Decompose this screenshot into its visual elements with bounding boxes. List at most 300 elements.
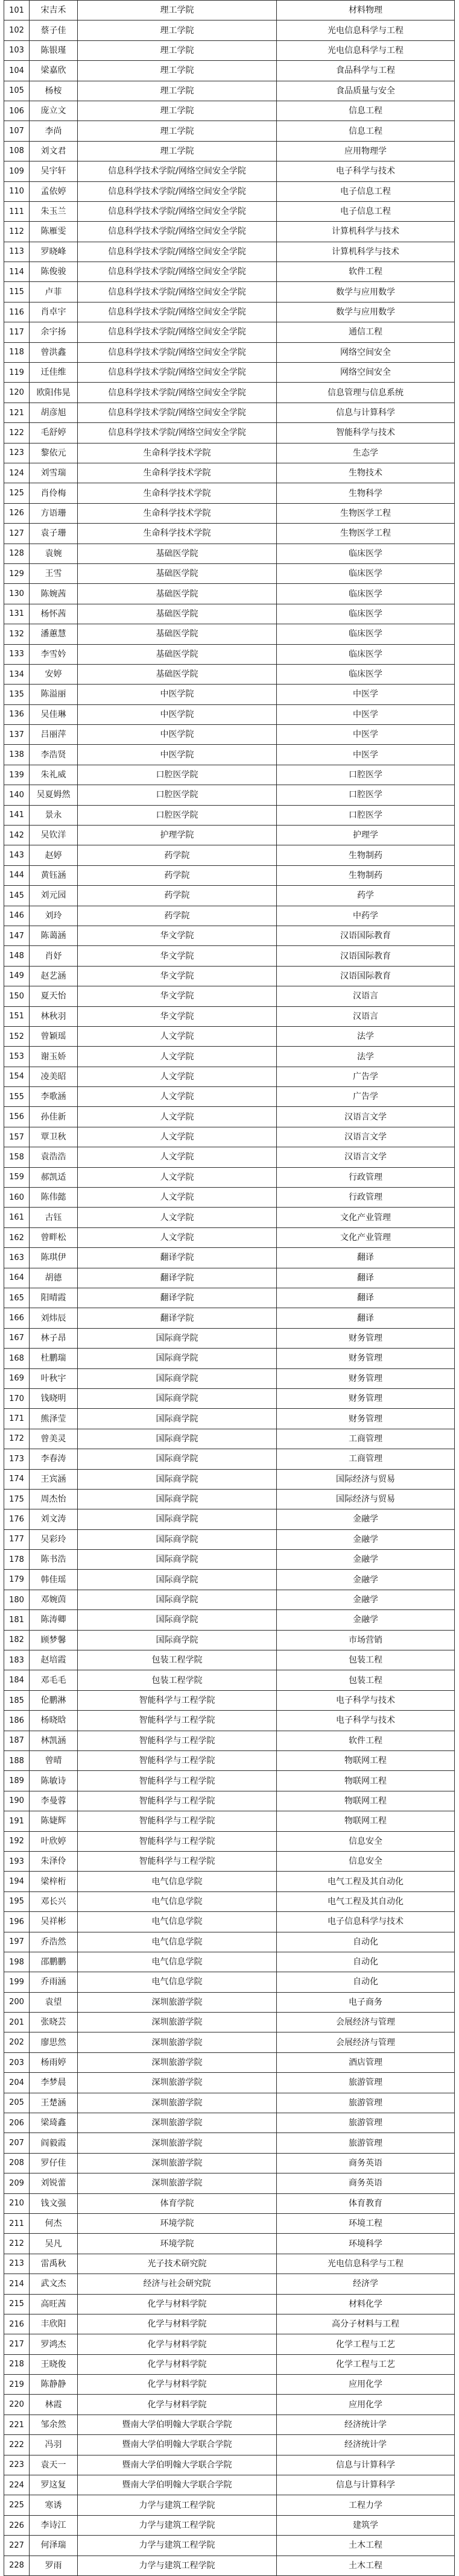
row-number: 163 xyxy=(4,1248,30,1268)
row-number: 104 xyxy=(4,61,30,81)
school-name: 人文学院 xyxy=(78,1047,277,1067)
school-name: 深圳旅游学院 xyxy=(78,2052,277,2072)
student-name: 吴夏姆然 xyxy=(30,785,78,805)
student-name: 胡彦旭 xyxy=(30,403,78,422)
student-name: 叶秋宇 xyxy=(30,1368,78,1388)
table-row xyxy=(4,2415,455,2434)
major-name: 财务管理 xyxy=(277,1328,455,1348)
table-row xyxy=(4,2475,455,2495)
row-number: 195 xyxy=(4,1891,30,1911)
major-name: 金融学 xyxy=(277,1509,455,1529)
student-name: 曾畔松 xyxy=(30,1227,78,1247)
table-row xyxy=(4,1509,455,1529)
school-name: 国际商学院 xyxy=(78,1550,277,1570)
student-name: 黄钰涵 xyxy=(30,865,78,885)
major-name: 临床医学 xyxy=(277,544,455,563)
major-name: 行政管理 xyxy=(277,1188,455,1208)
table-row xyxy=(4,1227,455,1247)
row-number: 227 xyxy=(4,2536,30,2556)
table-row xyxy=(4,2435,455,2455)
row-number: 164 xyxy=(4,1268,30,1288)
major-name: 自动化 xyxy=(277,1972,455,1992)
school-name: 理工学院 xyxy=(78,40,277,60)
student-name: 刘文涛 xyxy=(30,1509,78,1529)
table-row xyxy=(4,2556,455,2575)
student-name: 李春涛 xyxy=(30,1449,78,1469)
table-row xyxy=(4,2375,455,2395)
student-name: 王雪 xyxy=(30,563,78,583)
school-name: 中医学院 xyxy=(78,725,277,745)
major-name: 环境工程 xyxy=(277,2213,455,2233)
student-name: 赵艺涵 xyxy=(30,966,78,986)
table-row xyxy=(4,1952,455,1972)
row-number: 191 xyxy=(4,1811,30,1831)
row-number: 182 xyxy=(4,1630,30,1650)
row-number: 123 xyxy=(4,443,30,463)
row-number: 160 xyxy=(4,1188,30,1208)
row-number: 128 xyxy=(4,544,30,563)
student-name: 王宾涵 xyxy=(30,1469,78,1489)
row-number: 148 xyxy=(4,946,30,966)
row-number: 132 xyxy=(4,624,30,644)
school-name: 深圳旅游学院 xyxy=(78,2153,277,2173)
school-name: 口腔医学院 xyxy=(78,805,277,825)
school-name: 信息科学技术学院/网络空间安全学院 xyxy=(78,363,277,383)
roster-table xyxy=(4,0,455,2576)
row-number: 125 xyxy=(4,483,30,503)
row-number: 185 xyxy=(4,1690,30,1710)
student-name: 袁天一 xyxy=(30,2455,78,2475)
row-number: 184 xyxy=(4,1670,30,1690)
student-name: 胡德 xyxy=(30,1268,78,1288)
row-number: 206 xyxy=(4,2113,30,2133)
row-number: 226 xyxy=(4,2515,30,2535)
table-row xyxy=(4,2032,455,2052)
row-number: 188 xyxy=(4,1750,30,1770)
school-name: 智能科学与工程学院 xyxy=(78,1771,277,1791)
row-number: 124 xyxy=(4,463,30,483)
major-name: 数学与应用数学 xyxy=(277,302,455,322)
major-name: 酒店管理 xyxy=(277,2052,455,2072)
row-number: 102 xyxy=(4,20,30,40)
student-name: 熊泽莹 xyxy=(30,1409,78,1429)
student-name: 梁琦鑫 xyxy=(30,2113,78,2133)
table-row xyxy=(4,1349,455,1368)
student-name: 陈银瑾 xyxy=(30,40,78,60)
table-row xyxy=(4,1368,455,1388)
student-name: 陈琪伊 xyxy=(30,1248,78,1268)
student-name: 杨雨婷 xyxy=(30,2052,78,2072)
school-name: 智能科学与工程学院 xyxy=(78,1811,277,1831)
table-row xyxy=(4,222,455,242)
school-name: 基础医学院 xyxy=(78,544,277,563)
major-name: 土木工程 xyxy=(277,2556,455,2575)
school-name: 人文学院 xyxy=(78,1067,277,1086)
row-number: 209 xyxy=(4,2173,30,2193)
row-number: 194 xyxy=(4,1872,30,1891)
school-name: 环境学院 xyxy=(78,2234,277,2254)
major-name: 智能科学与技术 xyxy=(277,423,455,443)
student-name: 林子昂 xyxy=(30,1328,78,1348)
table-row xyxy=(4,61,455,81)
school-name: 深圳旅游学院 xyxy=(78,2032,277,2052)
row-number: 214 xyxy=(4,2274,30,2294)
table-row xyxy=(4,1570,455,1590)
row-number: 167 xyxy=(4,1328,30,1348)
table-row xyxy=(4,161,455,181)
major-name: 包装工程 xyxy=(277,1670,455,1690)
student-name: 陈婕辉 xyxy=(30,1811,78,1831)
major-name: 护理学 xyxy=(277,826,455,845)
major-name: 网络空间安全 xyxy=(277,342,455,362)
table-row xyxy=(4,946,455,966)
row-number: 210 xyxy=(4,2193,30,2213)
school-name: 信息科学技术学院/网络空间安全学院 xyxy=(78,423,277,443)
school-name: 国际商学院 xyxy=(78,1328,277,1348)
major-name: 电气工程及其自动化 xyxy=(277,1872,455,1891)
row-number: 131 xyxy=(4,604,30,624)
school-name: 电气信息学院 xyxy=(78,1932,277,1952)
major-name: 应用化学 xyxy=(277,2395,455,2415)
table-row xyxy=(4,181,455,201)
student-name: 刘雪瑞 xyxy=(30,463,78,483)
student-name: 钱晓明 xyxy=(30,1388,78,1408)
school-name: 中医学院 xyxy=(78,745,277,765)
student-name: 叶欣婷 xyxy=(30,1831,78,1851)
student-name: 丰欣阳 xyxy=(30,2314,78,2334)
school-name: 华文学院 xyxy=(78,926,277,945)
student-name: 李曼蓉 xyxy=(30,1791,78,1811)
row-number: 199 xyxy=(4,1972,30,1992)
major-name: 化学工程与工艺 xyxy=(277,2334,455,2354)
table-row xyxy=(4,745,455,765)
table-row xyxy=(4,2455,455,2475)
school-name: 深圳旅游学院 xyxy=(78,2093,277,2113)
student-name: 刘玲 xyxy=(30,906,78,926)
row-number: 159 xyxy=(4,1167,30,1187)
student-name: 宋吉禾 xyxy=(30,1,78,20)
row-number: 106 xyxy=(4,101,30,121)
major-name: 旅游管理 xyxy=(277,2133,455,2153)
table-row xyxy=(4,1650,455,1670)
row-number: 112 xyxy=(4,222,30,242)
row-number: 138 xyxy=(4,745,30,765)
student-name: 袁望 xyxy=(30,1992,78,2012)
table-row xyxy=(4,2234,455,2254)
school-name: 信息科学技术学院/网络空间安全学院 xyxy=(78,342,277,362)
school-name: 生命科学技术学院 xyxy=(78,443,277,463)
school-name: 化学与材料学院 xyxy=(78,2334,277,2354)
major-name: 通信工程 xyxy=(277,322,455,342)
student-name: 朱泽伶 xyxy=(30,1851,78,1871)
row-number: 126 xyxy=(4,503,30,523)
row-number: 144 xyxy=(4,865,30,885)
major-name: 财务管理 xyxy=(277,1409,455,1429)
table-row xyxy=(4,2052,455,2072)
table-row xyxy=(4,2395,455,2415)
school-name: 化学与材料学院 xyxy=(78,2375,277,2395)
student-name: 黎依元 xyxy=(30,443,78,463)
row-number: 225 xyxy=(4,2495,30,2515)
table-row xyxy=(4,1630,455,1650)
table-row xyxy=(4,1388,455,1408)
roster-body xyxy=(4,1,455,2576)
major-name: 软件工程 xyxy=(277,1731,455,1750)
row-number: 127 xyxy=(4,524,30,544)
major-name: 信息与计算科学 xyxy=(277,2475,455,2495)
row-number: 204 xyxy=(4,2073,30,2093)
school-name: 信息科学技术学院/网络空间安全学院 xyxy=(78,242,277,262)
major-name: 软件工程 xyxy=(277,262,455,282)
student-name: 罗仔佳 xyxy=(30,2153,78,2173)
school-name: 信息科学技术学院/网络空间安全学院 xyxy=(78,403,277,422)
row-number: 221 xyxy=(4,2415,30,2434)
row-number: 149 xyxy=(4,966,30,986)
major-name: 电子信息工程 xyxy=(277,201,455,221)
major-name: 翻译 xyxy=(277,1268,455,1288)
school-name: 信息科学技术学院/网络空间安全学院 xyxy=(78,322,277,342)
row-number: 103 xyxy=(4,40,30,60)
row-number: 141 xyxy=(4,805,30,825)
row-number: 162 xyxy=(4,1227,30,1247)
table-row xyxy=(4,1731,455,1750)
major-name: 信息工程 xyxy=(277,121,455,141)
school-name: 国际商学院 xyxy=(78,1349,277,1368)
table-row xyxy=(4,644,455,664)
table-row xyxy=(4,2213,455,2233)
row-number: 150 xyxy=(4,986,30,1006)
major-name: 自动化 xyxy=(277,1952,455,1972)
row-number: 152 xyxy=(4,1026,30,1046)
student-name: 梁嘉欣 xyxy=(30,61,78,81)
school-name: 翻译学院 xyxy=(78,1288,277,1308)
school-name: 力学与建筑工程学院 xyxy=(78,2515,277,2535)
student-name: 乔雨涵 xyxy=(30,1972,78,1992)
school-name: 体育学院 xyxy=(78,2193,277,2213)
row-number: 181 xyxy=(4,1610,30,1630)
student-name: 廖思然 xyxy=(30,2032,78,2052)
table-row xyxy=(4,1831,455,1851)
major-name: 中药学 xyxy=(277,906,455,926)
row-number: 153 xyxy=(4,1047,30,1067)
row-number: 192 xyxy=(4,1831,30,1851)
table-row xyxy=(4,2354,455,2374)
row-number: 193 xyxy=(4,1851,30,1871)
school-name: 智能科学与工程学院 xyxy=(78,1791,277,1811)
student-name: 梁梓桁 xyxy=(30,1872,78,1891)
student-name: 古钰 xyxy=(30,1208,78,1227)
row-number: 115 xyxy=(4,282,30,302)
major-name: 高分子材料与工程 xyxy=(277,2314,455,2334)
major-name: 食品科学与工程 xyxy=(277,61,455,81)
student-name: 邹余然 xyxy=(30,2415,78,2434)
student-name: 陈涛卿 xyxy=(30,1610,78,1630)
school-name: 国际商学院 xyxy=(78,1388,277,1408)
school-name: 电气信息学院 xyxy=(78,1952,277,1972)
table-row xyxy=(4,81,455,101)
school-name: 暨南大学伯明翰大学联合学院 xyxy=(78,2475,277,2495)
major-name: 信息安全 xyxy=(277,1831,455,1851)
student-name: 李尚 xyxy=(30,121,78,141)
student-name: 潘蕙慧 xyxy=(30,624,78,644)
school-name: 基础医学院 xyxy=(78,624,277,644)
table-row xyxy=(4,906,455,926)
student-name: 景永 xyxy=(30,805,78,825)
row-number: 151 xyxy=(4,1006,30,1026)
school-name: 环境学院 xyxy=(78,2213,277,2233)
school-name: 理工学院 xyxy=(78,61,277,81)
table-row xyxy=(4,2173,455,2193)
row-number: 190 xyxy=(4,1791,30,1811)
school-name: 智能科学与工程学院 xyxy=(78,1690,277,1710)
major-name: 行政管理 xyxy=(277,1167,455,1187)
major-name: 环境科学 xyxy=(277,2234,455,2254)
table-row xyxy=(4,262,455,282)
student-name: 夏天怡 xyxy=(30,986,78,1006)
major-name: 电子信息工程 xyxy=(277,181,455,201)
row-number: 169 xyxy=(4,1368,30,1388)
student-name: 陈溢丽 xyxy=(30,685,78,704)
major-name: 计算机科学与技术 xyxy=(277,222,455,242)
table-row xyxy=(4,1872,455,1891)
student-name: 凌美昭 xyxy=(30,1067,78,1086)
table-row xyxy=(4,1610,455,1630)
student-name: 杨怀茜 xyxy=(30,604,78,624)
student-name: 曾晴 xyxy=(30,1750,78,1770)
row-number: 129 xyxy=(4,563,30,583)
row-number: 212 xyxy=(4,2234,30,2254)
student-name: 刘锐蕾 xyxy=(30,2173,78,2193)
major-name: 化学工程与工艺 xyxy=(277,2354,455,2374)
student-name: 谢玉娇 xyxy=(30,1047,78,1067)
table-row xyxy=(4,2254,455,2274)
student-name: 方语珊 xyxy=(30,503,78,523)
row-number: 136 xyxy=(4,704,30,724)
school-name: 生命科学技术学院 xyxy=(78,503,277,523)
student-name: 赵培霞 xyxy=(30,1650,78,1670)
school-name: 理工学院 xyxy=(78,81,277,101)
major-name: 市场营销 xyxy=(277,1630,455,1650)
major-name: 食品质量与安全 xyxy=(277,81,455,101)
student-name: 卢菲 xyxy=(30,282,78,302)
student-name: 王晓俊 xyxy=(30,2354,78,2374)
table-row xyxy=(4,363,455,383)
table-row xyxy=(4,2274,455,2294)
major-name: 生物科学 xyxy=(277,483,455,503)
student-name: 林霞 xyxy=(30,2395,78,2415)
major-name: 中医学 xyxy=(277,745,455,765)
major-name: 临床医学 xyxy=(277,604,455,624)
major-name: 口腔医学 xyxy=(277,805,455,825)
student-name: 韩佳瑶 xyxy=(30,1570,78,1590)
table-row xyxy=(4,1590,455,1609)
school-name: 智能科学与工程学院 xyxy=(78,1750,277,1770)
row-number: 134 xyxy=(4,664,30,684)
table-row xyxy=(4,443,455,463)
major-name: 金融学 xyxy=(277,1610,455,1630)
school-name: 人文学院 xyxy=(78,1107,277,1127)
student-name: 武文杰 xyxy=(30,2274,78,2294)
row-number: 161 xyxy=(4,1208,30,1227)
school-name: 信息科学技术学院/网络空间安全学院 xyxy=(78,201,277,221)
major-name: 国际经济与贸易 xyxy=(277,1489,455,1509)
row-number: 119 xyxy=(4,363,30,383)
table-row xyxy=(4,2153,455,2173)
school-name: 信息科学技术学院/网络空间安全学院 xyxy=(78,383,277,403)
table-row xyxy=(4,1308,455,1328)
row-number: 145 xyxy=(4,886,30,906)
major-name: 信息安全 xyxy=(277,1851,455,1871)
school-name: 中医学院 xyxy=(78,685,277,704)
major-name: 财务管理 xyxy=(277,1368,455,1388)
table-row xyxy=(4,524,455,544)
major-name: 汉语国际教育 xyxy=(277,926,455,945)
school-name: 基础医学院 xyxy=(78,604,277,624)
student-name: 雷禹秋 xyxy=(30,2254,78,2274)
major-name: 物联网工程 xyxy=(277,1750,455,1770)
major-name: 生物制药 xyxy=(277,865,455,885)
student-name: 邓长兴 xyxy=(30,1891,78,1911)
student-name: 李歌涵 xyxy=(30,1087,78,1107)
major-name: 应用化学 xyxy=(277,2375,455,2395)
table-row xyxy=(4,1972,455,1992)
school-name: 人文学院 xyxy=(78,1167,277,1187)
row-number: 105 xyxy=(4,81,30,101)
table-row xyxy=(4,1147,455,1167)
student-name: 杨桉 xyxy=(30,81,78,101)
row-number: 139 xyxy=(4,765,30,785)
table-row xyxy=(4,2113,455,2133)
student-name: 刘文君 xyxy=(30,141,78,161)
table-row xyxy=(4,2073,455,2093)
table-row xyxy=(4,1248,455,1268)
school-name: 翻译学院 xyxy=(78,1248,277,1268)
student-name: 刘元园 xyxy=(30,886,78,906)
table-row xyxy=(4,1811,455,1831)
major-name: 光电信息科学与工程 xyxy=(277,40,455,60)
school-name: 力学与建筑工程学院 xyxy=(78,2536,277,2556)
student-name: 周杰怡 xyxy=(30,1489,78,1509)
student-name: 阳晴霞 xyxy=(30,1288,78,1308)
student-name: 庞立文 xyxy=(30,101,78,121)
student-name: 袁浩浩 xyxy=(30,1147,78,1167)
school-name: 国际商学院 xyxy=(78,1429,277,1449)
school-name: 深圳旅游学院 xyxy=(78,2113,277,2133)
school-name: 生命科学技术学院 xyxy=(78,524,277,544)
school-name: 理工学院 xyxy=(78,141,277,161)
school-name: 化学与材料学院 xyxy=(78,2294,277,2314)
row-number: 223 xyxy=(4,2455,30,2475)
row-number: 140 xyxy=(4,785,30,805)
table-row xyxy=(4,282,455,302)
row-number: 117 xyxy=(4,322,30,342)
school-name: 国际商学院 xyxy=(78,1570,277,1590)
student-name: 赵婷 xyxy=(30,845,78,865)
major-name: 会展经济与管理 xyxy=(277,2013,455,2032)
table-row xyxy=(4,1992,455,2012)
major-name: 临床医学 xyxy=(277,664,455,684)
table-row xyxy=(4,1891,455,1911)
student-name: 毛舒婷 xyxy=(30,423,78,443)
row-number: 207 xyxy=(4,2133,30,2153)
row-number: 219 xyxy=(4,2375,30,2395)
student-name: 何泽瑞 xyxy=(30,2536,78,2556)
table-row xyxy=(4,1047,455,1067)
student-name: 吴凡 xyxy=(30,2234,78,2254)
school-name: 理工学院 xyxy=(78,121,277,141)
school-name: 人文学院 xyxy=(78,1208,277,1227)
school-name: 基础医学院 xyxy=(78,644,277,664)
